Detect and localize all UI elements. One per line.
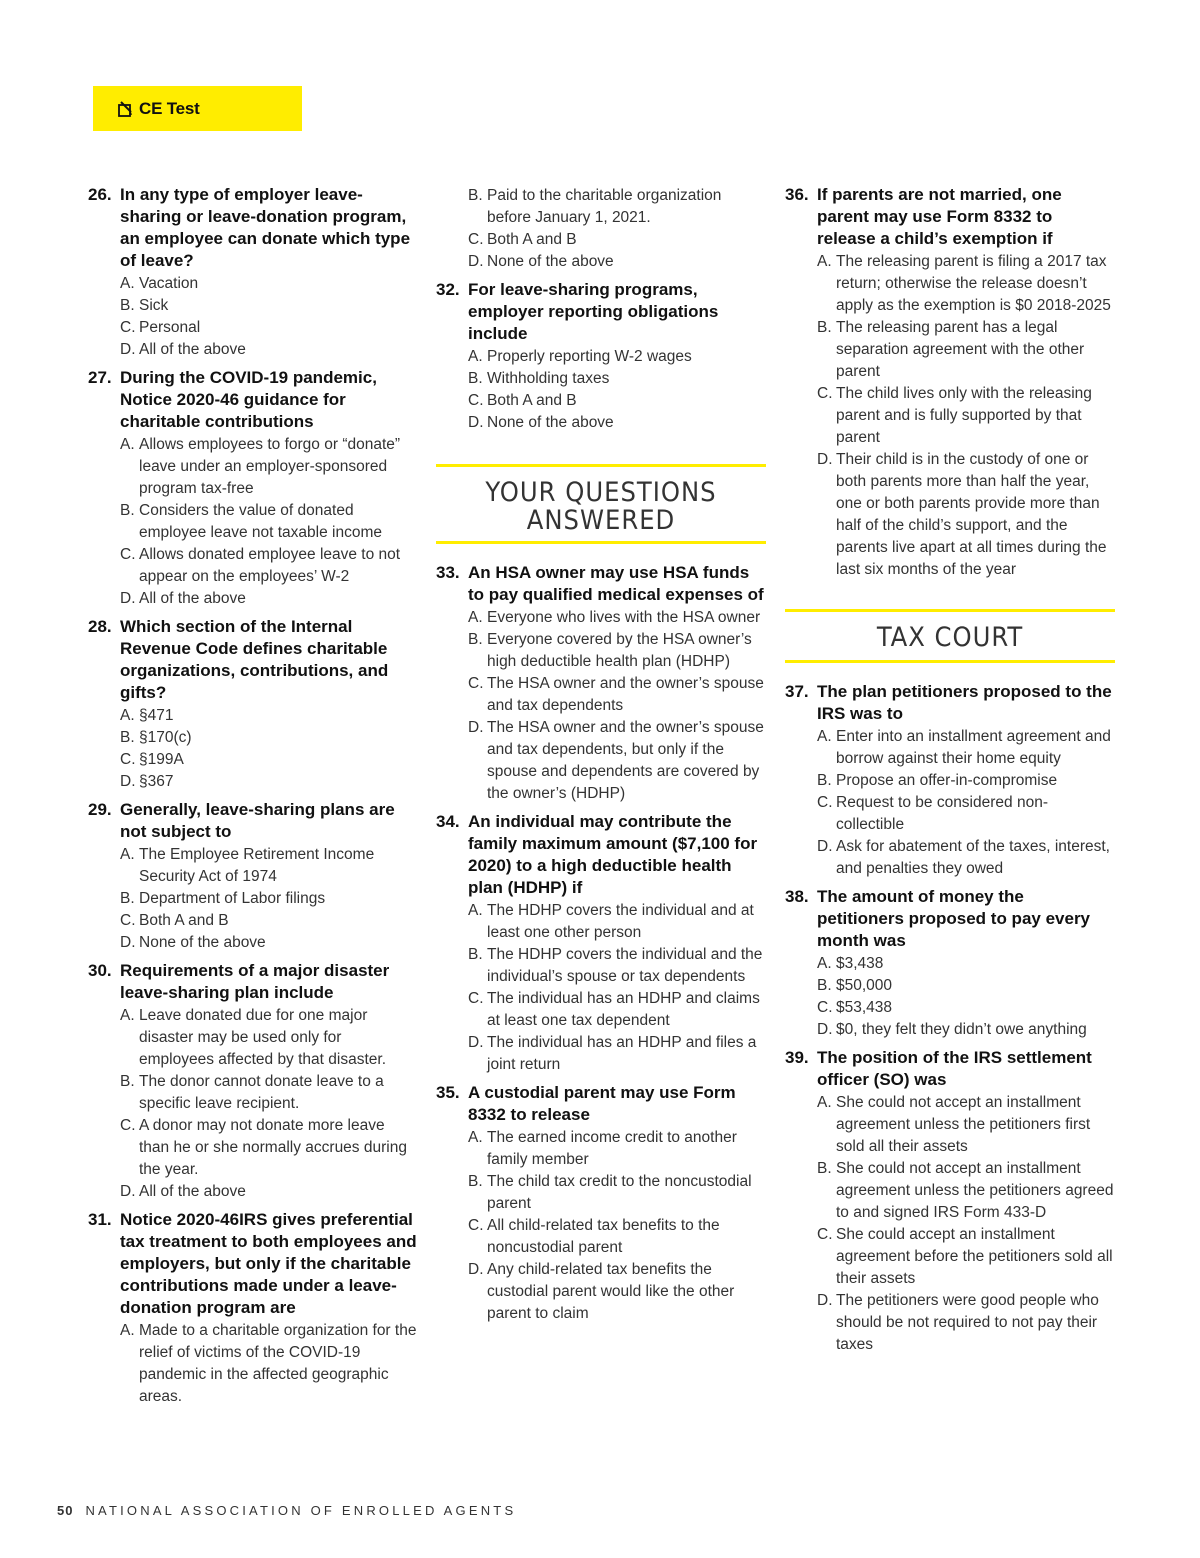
option-letter: C. — [468, 392, 484, 409]
answer-option — [120, 1320, 418, 1408]
option-text: Withholding taxes — [487, 370, 610, 387]
option-text: The individual has an HDHP and files a joint return — [487, 1034, 757, 1073]
question-heading — [436, 279, 766, 345]
option-text: Sick — [139, 297, 169, 314]
option-text: All child-related tax benefits to the noncustodial parent — [487, 1217, 720, 1256]
option-text: $0, they felt they didn’t owe anything — [836, 1021, 1087, 1038]
question-29 — [88, 799, 418, 954]
ce-test-tag — [93, 86, 302, 131]
answer-option — [120, 1181, 418, 1203]
question-text: Requirements of a major disaster leave-sharing plan include — [120, 961, 390, 1002]
question-36 — [785, 184, 1115, 581]
answer-option — [120, 1071, 418, 1115]
answer-options — [120, 1320, 418, 1408]
answer-option — [468, 390, 766, 412]
answer-option — [468, 229, 766, 251]
answer-option — [120, 317, 418, 339]
option-text: §199A — [139, 751, 184, 768]
question-30 — [88, 960, 418, 1203]
question-number: 36. — [785, 185, 809, 204]
answer-options — [817, 251, 1115, 581]
question-text: An HSA owner may use HSA funds to pay qualified medical expenses of — [468, 563, 764, 604]
tag-label: CE Test — [139, 98, 200, 118]
option-text: §170(c) — [139, 729, 192, 746]
option-letter: A. — [120, 1322, 135, 1339]
option-text: All of the above — [139, 1183, 246, 1200]
question-39 — [785, 1047, 1115, 1356]
question-text: During the COVID-19 pandemic, Notice 2020-46 guidance for charitable contributions — [120, 368, 377, 431]
question-35 — [436, 1082, 766, 1325]
option-letter: B. — [817, 977, 832, 994]
option-letter: B. — [468, 631, 483, 648]
answer-option — [817, 836, 1115, 880]
answer-option — [468, 251, 766, 273]
question-number: 27. — [88, 368, 112, 387]
question-number: 30. — [88, 961, 112, 980]
option-letter: D. — [468, 253, 484, 270]
option-text: §471 — [139, 707, 174, 724]
answer-options — [468, 346, 766, 434]
answer-option — [817, 997, 1115, 1019]
answer-option — [120, 1115, 418, 1181]
question-34 — [436, 811, 766, 1076]
answer-options — [817, 726, 1115, 880]
section-your-questions-answered — [436, 464, 766, 544]
option-letter: C. — [120, 546, 136, 563]
option-letter: A. — [120, 436, 135, 453]
question-number: 38. — [785, 887, 809, 906]
option-letter: B. — [817, 319, 832, 336]
answer-option — [120, 273, 418, 295]
option-text: The releasing parent has a legal separation agreement with the other parent — [836, 319, 1085, 380]
answer-options — [120, 273, 418, 361]
answer-option — [120, 749, 418, 771]
option-letter: A. — [817, 253, 832, 270]
option-letter: B. — [468, 946, 483, 963]
question-heading — [88, 616, 418, 704]
section-title: TAX COURT — [876, 622, 1024, 653]
answer-option — [468, 988, 766, 1032]
answer-option — [817, 953, 1115, 975]
option-letter: C. — [468, 675, 484, 692]
option-text: Propose an offer-in-compromise — [836, 772, 1058, 789]
answer-option — [817, 449, 1115, 581]
q31-continued-options — [468, 185, 766, 273]
option-text: The child tax credit to the noncustodial parent — [487, 1173, 752, 1212]
question-number: 26. — [88, 185, 112, 204]
option-letter: C. — [817, 1226, 833, 1243]
answer-option — [468, 368, 766, 390]
option-letter: C. — [120, 319, 136, 336]
answer-option — [817, 1158, 1115, 1224]
question-27 — [88, 367, 418, 610]
answer-options — [120, 1005, 418, 1203]
option-letter: D. — [817, 838, 833, 855]
option-text: Both A and B — [139, 912, 229, 929]
option-text: The individual has an HDHP and claims at least one tax dependent — [487, 990, 760, 1029]
question-number: 28. — [88, 617, 112, 636]
question-33 — [436, 562, 766, 805]
option-letter: B. — [468, 1173, 483, 1190]
option-letter: A. — [817, 955, 832, 972]
option-text: She could not accept an installment agreement unless the petitioners agreed to and signed IRS Form 433-D — [836, 1160, 1114, 1221]
option-text: $50,000 — [836, 977, 893, 994]
answer-options — [468, 900, 766, 1076]
answer-option — [120, 1005, 418, 1071]
option-text: Both A and B — [487, 392, 577, 409]
question-31 — [88, 1209, 418, 1408]
answer-option — [817, 1092, 1115, 1158]
answer-option — [817, 1019, 1115, 1041]
option-text: She could not accept an installment agreement unless the petitioners first sold all their assets — [836, 1094, 1091, 1155]
question-heading — [436, 811, 766, 899]
question-text: An individual may contribute the family maximum amount ($7,100 for 2020) to a high deductible health plan (HDHP) if — [468, 812, 758, 897]
answer-option — [817, 317, 1115, 383]
question-text: For leave-sharing programs, employer reporting obligations include — [468, 280, 719, 343]
option-text: Department of Labor filings — [139, 890, 326, 907]
option-text: Their child is in the custody of one or both parents more than half the year, one or both parents provide more than half of the child’s support, and the parents live apart at all times during the last six months of the year — [836, 451, 1107, 578]
answer-option — [120, 588, 418, 610]
option-letter: A. — [120, 846, 135, 863]
option-letter: D. — [120, 1183, 136, 1200]
option-letter: B. — [817, 772, 832, 789]
option-letter: D. — [468, 719, 484, 736]
option-letter: D. — [120, 934, 136, 951]
question-text: A custodial parent may use Form 8332 to release — [468, 1083, 736, 1124]
answer-option — [120, 727, 418, 749]
question-text: The plan petitioners proposed to the IRS was to — [817, 682, 1112, 723]
option-letter: C. — [817, 999, 833, 1016]
pencil-box-icon — [117, 100, 135, 118]
answer-options — [120, 705, 418, 793]
question-26 — [88, 184, 418, 361]
question-text: In any type of employer leave-sharing or leave-donation program, an employee can donate which type of leave? — [120, 185, 411, 270]
column-1 — [88, 184, 418, 1414]
answer-option — [120, 888, 418, 910]
option-letter: A. — [120, 1007, 135, 1024]
question-heading — [785, 184, 1115, 250]
option-letter: B. — [120, 729, 135, 746]
option-text: The HDHP covers the individual and the individual’s spouse or tax dependents — [487, 946, 763, 985]
question-heading — [436, 562, 766, 606]
question-number: 34. — [436, 812, 460, 831]
option-text: A donor may not donate more leave than he or she normally accrues during the year. — [139, 1117, 407, 1178]
option-letter: D. — [120, 773, 136, 790]
option-text: Made to a charitable organization for the relief of victims of the COVID-19 pandemic in the affected geographic areas. — [139, 1322, 417, 1405]
option-letter: C. — [120, 751, 136, 768]
option-letter: C. — [468, 1217, 484, 1234]
option-letter: D. — [120, 341, 136, 358]
column-3 — [785, 184, 1115, 1362]
option-text: Request to be considered non-collectible — [836, 794, 1048, 833]
option-text: Leave donated due for one major disaster may be used only for employees affected by that disaster. — [139, 1007, 387, 1068]
option-letter: A. — [468, 1129, 483, 1146]
answer-option — [817, 726, 1115, 770]
option-letter: D. — [817, 1021, 833, 1038]
section-title-line2: ANSWERED — [526, 505, 676, 536]
question-heading — [785, 681, 1115, 725]
option-text: Properly reporting W-2 wages — [487, 348, 692, 365]
option-text: She could accept an installment agreement before the petitioners sold all their assets — [836, 1226, 1113, 1287]
question-text: Notice 2020-46IRS gives preferential tax treatment to both employees and employers, but only if the charitable contributions made under a leave-donation program are — [120, 1210, 417, 1317]
answer-option — [120, 295, 418, 317]
page-footer — [57, 1503, 516, 1518]
option-text: The earned income credit to another family member — [487, 1129, 737, 1168]
option-text: $3,438 — [836, 955, 884, 972]
question-number: 39. — [785, 1048, 809, 1067]
question-heading — [88, 1209, 418, 1319]
option-letter: C. — [817, 794, 833, 811]
question-heading — [88, 960, 418, 1004]
option-text: Everyone who lives with the HSA owner — [487, 609, 761, 626]
answer-option — [468, 944, 766, 988]
answer-option — [468, 346, 766, 368]
option-text: Personal — [139, 319, 201, 336]
answer-option — [120, 339, 418, 361]
question-text: The position of the IRS settlement officer (SO) was — [817, 1048, 1092, 1089]
answer-option — [468, 1215, 766, 1259]
answer-option — [817, 1224, 1115, 1290]
answer-option — [120, 771, 418, 793]
option-text: Considers the value of donated employee leave not taxable income — [139, 502, 382, 541]
option-text: $53,438 — [836, 999, 893, 1016]
option-letter: B. — [468, 187, 483, 204]
answer-option — [468, 607, 766, 629]
answer-options — [120, 844, 418, 954]
section-title-line1: YOUR QUESTIONS — [485, 477, 717, 508]
answer-options — [817, 953, 1115, 1041]
option-letter: D. — [468, 1261, 484, 1278]
option-text: The Employee Retirement Income Security Act of 1974 — [139, 846, 375, 885]
option-letter: A. — [468, 902, 483, 919]
question-text: If parents are not married, one parent may use Form 8332 to release a child’s exemption if — [817, 185, 1062, 248]
option-letter: C. — [817, 385, 833, 402]
answer-option — [120, 544, 418, 588]
option-letter: D. — [817, 451, 833, 468]
question-heading — [785, 1047, 1115, 1091]
answer-option — [120, 932, 418, 954]
option-text: Allows donated employee leave to not appear on the employees’ W-2 — [139, 546, 401, 585]
option-text: The HSA owner and the owner’s spouse and tax dependents, but only if the spouse and dependents are covered by the owner’s (HDHP) — [487, 719, 764, 802]
option-text: None of the above — [487, 414, 614, 431]
answer-option — [120, 910, 418, 932]
column-2 — [436, 184, 766, 1331]
answer-options — [468, 607, 766, 805]
option-text: All of the above — [139, 590, 246, 607]
question-number: 32. — [436, 280, 460, 299]
question-number: 35. — [436, 1083, 460, 1102]
option-text: The HDHP covers the individual and at least one other person — [487, 902, 754, 941]
option-text: All of the above — [139, 341, 246, 358]
answer-option — [468, 1259, 766, 1325]
answer-option — [468, 185, 766, 229]
answer-option — [120, 500, 418, 544]
option-text: Any child-related tax benefits the custodial parent would like the other parent to claim — [487, 1261, 735, 1322]
question-text: The amount of money the petitioners proposed to pay every month was — [817, 887, 1091, 950]
question-heading — [88, 184, 418, 272]
answer-option — [817, 770, 1115, 792]
answer-option — [468, 629, 766, 673]
option-text: None of the above — [487, 253, 614, 270]
option-letter: C. — [120, 912, 136, 929]
answer-option — [817, 383, 1115, 449]
option-text: Paid to the charitable organization before January 1, 2021. — [487, 187, 722, 226]
answer-option — [817, 1290, 1115, 1356]
page-number: 50 — [57, 1503, 74, 1518]
answer-option — [468, 1127, 766, 1171]
answer-options — [817, 1092, 1115, 1356]
option-text: Vacation — [139, 275, 199, 292]
option-text: Allows employees to forgo or “donate” leave under an employer-sponsored program tax-free — [139, 436, 401, 497]
section-tax-court — [785, 609, 1115, 663]
option-letter: A. — [468, 609, 483, 626]
option-letter: D. — [817, 1292, 833, 1309]
question-heading — [88, 367, 418, 433]
option-letter: D. — [120, 590, 136, 607]
option-text: The donor cannot donate leave to a specific leave recipient. — [139, 1073, 384, 1112]
option-letter: B. — [120, 890, 135, 907]
option-text: Enter into an installment agreement and borrow against their home equity — [836, 728, 1111, 767]
question-text: Generally, leave-sharing plans are not subject to — [120, 800, 395, 841]
answer-option — [120, 844, 418, 888]
publication-name: NATIONAL ASSOCIATION OF ENROLLED AGENTS — [85, 1503, 517, 1518]
question-number: 31. — [88, 1210, 112, 1229]
answer-option — [120, 705, 418, 727]
option-text: None of the above — [139, 934, 266, 951]
answer-option — [468, 673, 766, 717]
question-heading — [785, 886, 1115, 952]
option-letter: B. — [120, 1073, 135, 1090]
answer-option — [468, 1032, 766, 1076]
answer-option — [817, 251, 1115, 317]
option-text: Everyone covered by the HSA owner’s high deductible health plan (HDHP) — [487, 631, 752, 670]
question-28 — [88, 616, 418, 793]
answer-options — [120, 434, 418, 610]
option-text: §367 — [139, 773, 174, 790]
question-32 — [436, 279, 766, 434]
question-number: 29. — [88, 800, 112, 819]
option-letter: C. — [468, 990, 484, 1007]
option-letter: B. — [468, 370, 483, 387]
question-text: Which section of the Internal Revenue Code defines charitable organizations, contributions, and gifts? — [120, 617, 389, 702]
option-letter: A. — [817, 1094, 832, 1111]
answer-option — [817, 792, 1115, 836]
option-letter: B. — [120, 297, 135, 314]
answer-option — [120, 434, 418, 500]
option-text: The child lives only with the releasing parent and is fully supported by that parent — [836, 385, 1092, 446]
option-letter: B. — [817, 1160, 832, 1177]
answer-options — [468, 1127, 766, 1325]
option-letter: A. — [120, 275, 135, 292]
question-heading — [88, 799, 418, 843]
option-text: The HSA owner and the owner’s spouse and tax dependents — [487, 675, 764, 714]
option-letter: D. — [468, 1034, 484, 1051]
question-38 — [785, 886, 1115, 1041]
question-number: 37. — [785, 682, 809, 701]
option-text: Both A and B — [487, 231, 577, 248]
option-letter: A. — [120, 707, 135, 724]
answer-option — [468, 412, 766, 434]
answer-option — [817, 975, 1115, 997]
option-letter: C. — [468, 231, 484, 248]
answer-option — [468, 1171, 766, 1215]
option-text: The releasing parent is filing a 2017 tax return; otherwise the release doesn’t apply as the exemption is $0 2018-2025 — [836, 253, 1111, 314]
option-letter: D. — [468, 414, 484, 431]
question-heading — [436, 1082, 766, 1126]
option-letter: A. — [817, 728, 832, 745]
option-text: The petitioners were good people who should be not required to not pay their taxes — [836, 1292, 1099, 1353]
option-letter: A. — [468, 348, 483, 365]
question-number: 33. — [436, 563, 460, 582]
option-letter: C. — [120, 1117, 136, 1134]
answer-option — [468, 900, 766, 944]
option-letter: B. — [120, 502, 135, 519]
answer-option — [468, 717, 766, 805]
question-37 — [785, 681, 1115, 880]
option-text: Ask for abatement of the taxes, interest, and penalties they owed — [836, 838, 1110, 877]
